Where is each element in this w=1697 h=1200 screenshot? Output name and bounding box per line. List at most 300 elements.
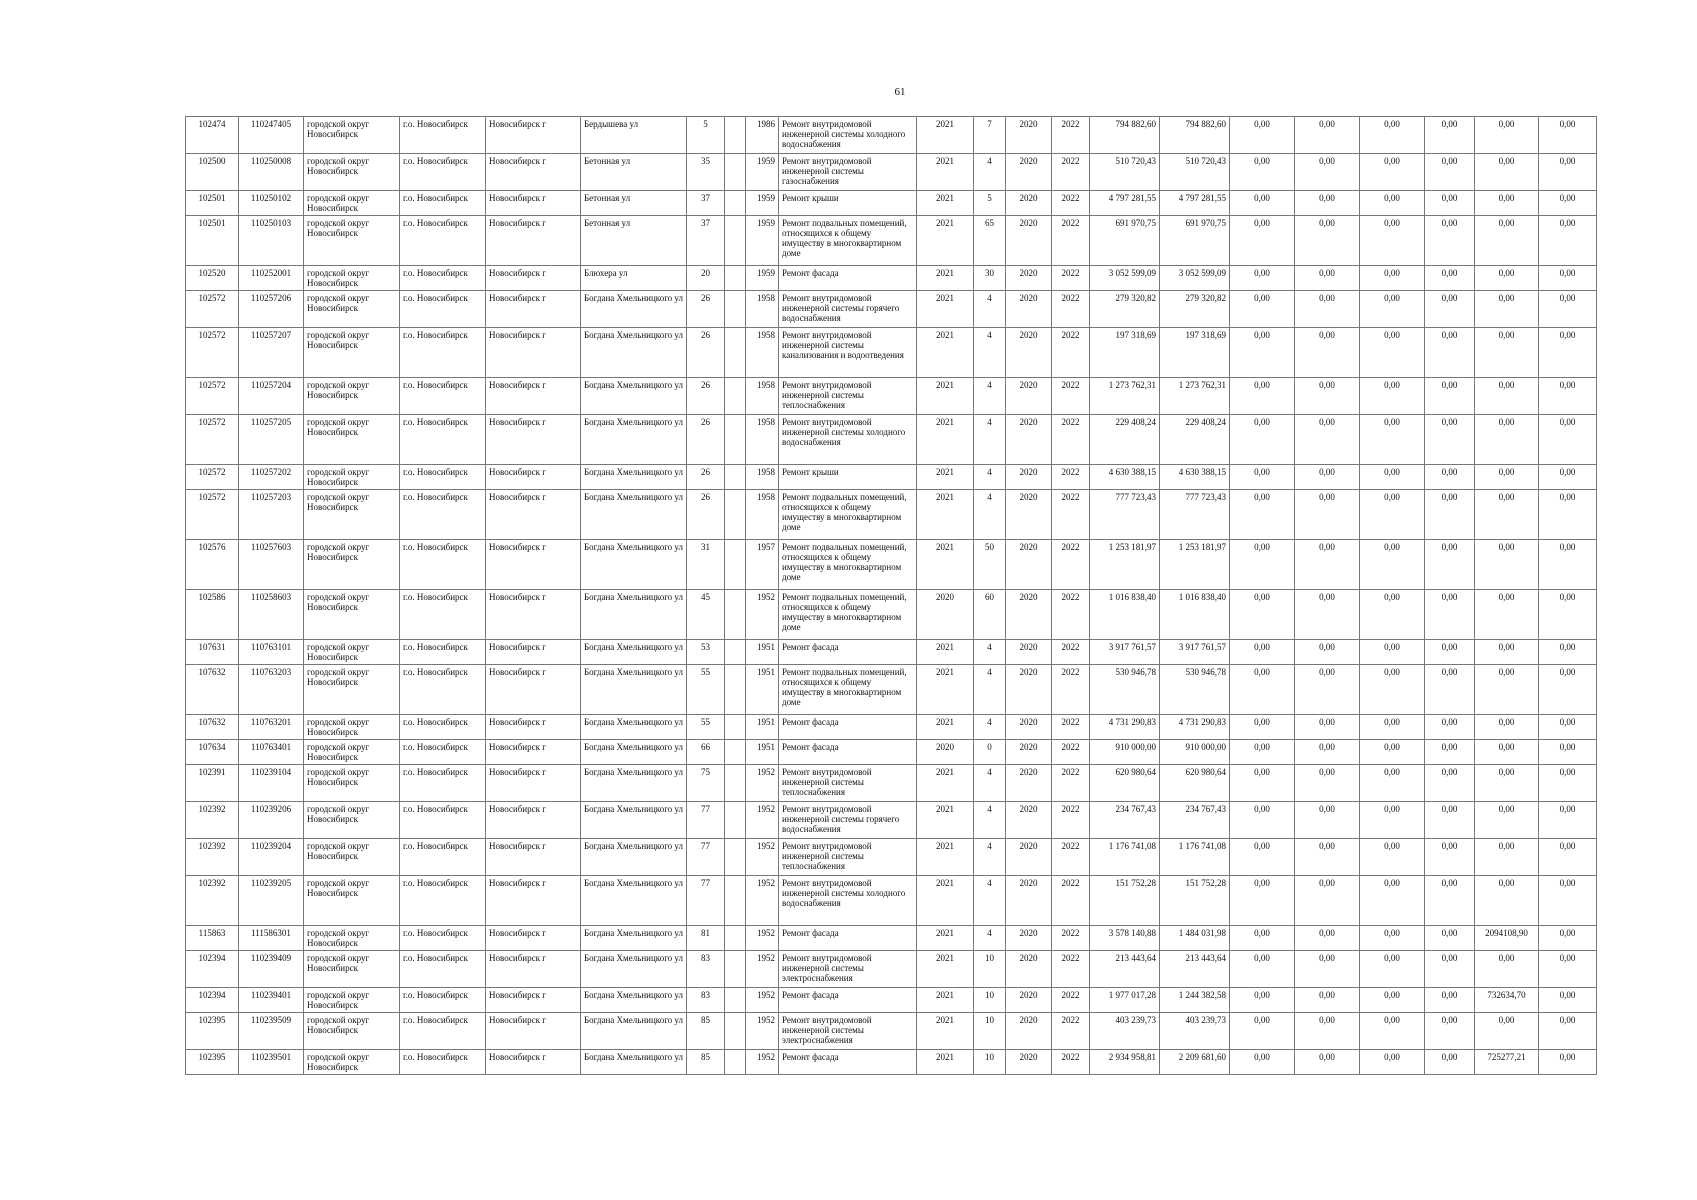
cell-plan-year: 2021 <box>917 378 974 415</box>
cell-owner-funds: 0,00 <box>1475 191 1539 216</box>
table-row <box>186 802 1597 839</box>
cell-work-id: 110252001 <box>239 266 304 291</box>
cell-building <box>725 665 746 715</box>
cell-local-budget: 0,00 <box>1360 876 1425 926</box>
cell-house-number: 66 <box>687 740 725 765</box>
cell-house-id: 102572 <box>186 490 239 540</box>
cell-fund-cost: 279 320,82 <box>1160 291 1230 328</box>
cell-settlement: Новосибирск г <box>486 839 581 876</box>
cell-local-budget: 0,00 <box>1360 839 1425 876</box>
cell-house-id: 102572 <box>186 378 239 415</box>
table-row <box>186 590 1597 640</box>
cell-municipality: городской округ Новосибирск <box>304 540 400 590</box>
cell-owner-funds: 0,00 <box>1475 117 1539 154</box>
cell-settlement: Новосибирск г <box>486 191 581 216</box>
cell-extra-funds: 0,00 <box>1539 715 1597 740</box>
cell-work-type: Ремонт фасада <box>779 715 917 740</box>
cell-federal-budget: 0,00 <box>1230 665 1295 715</box>
cell-regional-budget: 0,00 <box>1295 640 1360 665</box>
cell-street: Бетонная ул <box>581 191 687 216</box>
cell-municipal-district: г.о. Новосибирск <box>400 988 486 1013</box>
cell-period-start: 2020 <box>1006 951 1052 988</box>
cell-municipal-district: г.о. Новосибирск <box>400 926 486 951</box>
cell-regional-budget: 0,00 <box>1295 540 1360 590</box>
cell-period-end: 2022 <box>1052 951 1090 988</box>
cell-municipality: городской округ Новосибирск <box>304 378 400 415</box>
cell-fund-cost: 197 318,69 <box>1160 328 1230 378</box>
cell-local-budget: 0,00 <box>1360 951 1425 988</box>
cell-building <box>725 117 746 154</box>
cell-house-id: 102572 <box>186 465 239 490</box>
cell-other-funds: 0,00 <box>1425 540 1475 590</box>
cell-fund-cost: 4 630 388,15 <box>1160 465 1230 490</box>
cell-federal-budget: 0,00 <box>1230 640 1295 665</box>
cell-building <box>725 154 746 191</box>
cell-house-id: 102392 <box>186 876 239 926</box>
table-row <box>186 988 1597 1013</box>
cell-fund-cost: 229 408,24 <box>1160 415 1230 465</box>
cell-work-id: 110257206 <box>239 291 304 328</box>
table-row <box>186 1050 1597 1075</box>
cell-house-number: 77 <box>687 876 725 926</box>
cell-municipal-district: г.о. Новосибирск <box>400 740 486 765</box>
cell-regional-budget: 0,00 <box>1295 1050 1360 1075</box>
cell-work-id: 110250103 <box>239 216 304 266</box>
cell-municipal-district: г.о. Новосибирск <box>400 640 486 665</box>
cell-other-funds: 0,00 <box>1425 266 1475 291</box>
cell-work-type: Ремонт фасада <box>779 988 917 1013</box>
cell-work-type: Ремонт подвальных помещений, относящихся к общему имуществу в многоквартирном доме <box>779 540 917 590</box>
cell-work-id: 110763201 <box>239 715 304 740</box>
cell-total-cost: 794 882,60 <box>1090 117 1160 154</box>
cell-federal-budget: 0,00 <box>1230 266 1295 291</box>
cell-federal-budget: 0,00 <box>1230 328 1295 378</box>
cell-building <box>725 740 746 765</box>
cell-total-cost: 151 752,28 <box>1090 876 1160 926</box>
cell-build-year: 1986 <box>746 117 779 154</box>
cell-fund-cost: 794 882,60 <box>1160 117 1230 154</box>
cell-settlement: Новосибирск г <box>486 665 581 715</box>
cell-municipality: городской округ Новосибирск <box>304 765 400 802</box>
cell-owner-funds: 0,00 <box>1475 740 1539 765</box>
cell-work-type: Ремонт подвальных помещений, относящихся к общему имуществу в многоквартирном доме <box>779 490 917 540</box>
cell-municipality: городской округ Новосибирск <box>304 490 400 540</box>
cell-house-number: 83 <box>687 951 725 988</box>
cell-house-number: 37 <box>687 191 725 216</box>
cell-owner-funds: 0,00 <box>1475 415 1539 465</box>
cell-municipal-district: г.о. Новосибирск <box>400 490 486 540</box>
cell-other-funds: 0,00 <box>1425 988 1475 1013</box>
cell-wear-percent: 4 <box>974 839 1006 876</box>
cell-period-start: 2020 <box>1006 378 1052 415</box>
cell-federal-budget: 0,00 <box>1230 926 1295 951</box>
cell-other-funds: 0,00 <box>1425 715 1475 740</box>
cell-municipality: городской округ Новосибирск <box>304 988 400 1013</box>
cell-fund-cost: 4 797 281,55 <box>1160 191 1230 216</box>
cell-federal-budget: 0,00 <box>1230 216 1295 266</box>
cell-work-id: 110763401 <box>239 740 304 765</box>
cell-fund-cost: 213 443,64 <box>1160 951 1230 988</box>
cell-house-number: 55 <box>687 715 725 740</box>
cell-other-funds: 0,00 <box>1425 839 1475 876</box>
cell-work-id: 110239509 <box>239 1013 304 1050</box>
cell-plan-year: 2021 <box>917 839 974 876</box>
cell-other-funds: 0,00 <box>1425 802 1475 839</box>
cell-total-cost: 1 176 741,08 <box>1090 839 1160 876</box>
cell-local-budget: 0,00 <box>1360 765 1425 802</box>
cell-building <box>725 640 746 665</box>
cell-municipality: городской округ Новосибирск <box>304 876 400 926</box>
cell-regional-budget: 0,00 <box>1295 117 1360 154</box>
cell-federal-budget: 0,00 <box>1230 839 1295 876</box>
cell-house-id: 102394 <box>186 951 239 988</box>
cell-build-year: 1951 <box>746 665 779 715</box>
cell-wear-percent: 4 <box>974 154 1006 191</box>
cell-municipality: городской округ Новосибирск <box>304 415 400 465</box>
cell-total-cost: 234 767,43 <box>1090 802 1160 839</box>
cell-house-id: 107632 <box>186 715 239 740</box>
cell-period-start: 2020 <box>1006 328 1052 378</box>
cell-municipal-district: г.о. Новосибирск <box>400 951 486 988</box>
cell-building <box>725 266 746 291</box>
cell-street: Богдана Хмельницкого ул <box>581 665 687 715</box>
cell-street: Богдана Хмельницкого ул <box>581 1013 687 1050</box>
cell-local-budget: 0,00 <box>1360 216 1425 266</box>
cell-work-id: 110250008 <box>239 154 304 191</box>
cell-street: Блюхера ул <box>581 266 687 291</box>
cell-period-end: 2022 <box>1052 154 1090 191</box>
table-row <box>186 415 1597 465</box>
cell-house-number: 85 <box>687 1013 725 1050</box>
cell-municipal-district: г.о. Новосибирск <box>400 216 486 266</box>
cell-house-number: 5 <box>687 117 725 154</box>
cell-settlement: Новосибирск г <box>486 802 581 839</box>
cell-total-cost: 197 318,69 <box>1090 328 1160 378</box>
cell-house-number: 53 <box>687 640 725 665</box>
table-row <box>186 740 1597 765</box>
cell-settlement: Новосибирск г <box>486 876 581 926</box>
cell-street: Богдана Хмельницкого ул <box>581 876 687 926</box>
cell-fund-cost: 1 484 031,98 <box>1160 926 1230 951</box>
cell-house-id: 102520 <box>186 266 239 291</box>
cell-total-cost: 4 797 281,55 <box>1090 191 1160 216</box>
cell-wear-percent: 4 <box>974 328 1006 378</box>
cell-settlement: Новосибирск г <box>486 490 581 540</box>
cell-federal-budget: 0,00 <box>1230 465 1295 490</box>
cell-owner-funds: 732634,70 <box>1475 988 1539 1013</box>
cell-house-number: 55 <box>687 665 725 715</box>
cell-period-start: 2020 <box>1006 640 1052 665</box>
cell-federal-budget: 0,00 <box>1230 715 1295 740</box>
table-row <box>186 154 1597 191</box>
cell-local-budget: 0,00 <box>1360 378 1425 415</box>
cell-plan-year: 2020 <box>917 740 974 765</box>
cell-settlement: Новосибирск г <box>486 765 581 802</box>
cell-wear-percent: 60 <box>974 590 1006 640</box>
cell-regional-budget: 0,00 <box>1295 490 1360 540</box>
cell-owner-funds: 0,00 <box>1475 765 1539 802</box>
cell-other-funds: 0,00 <box>1425 951 1475 988</box>
cell-federal-budget: 0,00 <box>1230 1013 1295 1050</box>
cell-work-id: 110763203 <box>239 665 304 715</box>
cell-work-type: Ремонт внутридомовой инженерной системы горячего водоснабжения <box>779 802 917 839</box>
cell-plan-year: 2021 <box>917 876 974 926</box>
cell-settlement: Новосибирск г <box>486 1013 581 1050</box>
cell-plan-year: 2021 <box>917 191 974 216</box>
cell-municipality: городской округ Новосибирск <box>304 740 400 765</box>
cell-municipal-district: г.о. Новосибирск <box>400 154 486 191</box>
cell-extra-funds: 0,00 <box>1539 191 1597 216</box>
cell-work-type: Ремонт внутридомовой инженерной системы холодного водоснабжения <box>779 876 917 926</box>
cell-extra-funds: 0,00 <box>1539 740 1597 765</box>
cell-wear-percent: 4 <box>974 415 1006 465</box>
cell-federal-budget: 0,00 <box>1230 951 1295 988</box>
cell-owner-funds: 0,00 <box>1475 1013 1539 1050</box>
cell-street: Богдана Хмельницкого ул <box>581 1050 687 1075</box>
cell-work-id: 110257202 <box>239 465 304 490</box>
table-row <box>186 765 1597 802</box>
cell-plan-year: 2021 <box>917 465 974 490</box>
cell-building <box>725 191 746 216</box>
cell-municipality: городской округ Новосибирск <box>304 117 400 154</box>
cell-period-end: 2022 <box>1052 328 1090 378</box>
cell-total-cost: 910 000,00 <box>1090 740 1160 765</box>
cell-wear-percent: 10 <box>974 988 1006 1013</box>
cell-municipal-district: г.о. Новосибирск <box>400 1050 486 1075</box>
cell-work-type: Ремонт внутридомовой инженерной системы холодного водоснабжения <box>779 415 917 465</box>
cell-wear-percent: 4 <box>974 765 1006 802</box>
cell-regional-budget: 0,00 <box>1295 765 1360 802</box>
cell-other-funds: 0,00 <box>1425 191 1475 216</box>
cell-federal-budget: 0,00 <box>1230 154 1295 191</box>
cell-local-budget: 0,00 <box>1360 117 1425 154</box>
cell-building <box>725 490 746 540</box>
cell-building <box>725 765 746 802</box>
cell-local-budget: 0,00 <box>1360 154 1425 191</box>
cell-settlement: Новосибирск г <box>486 715 581 740</box>
cell-wear-percent: 65 <box>974 216 1006 266</box>
cell-regional-budget: 0,00 <box>1295 715 1360 740</box>
cell-municipality: городской округ Новосибирск <box>304 590 400 640</box>
cell-settlement: Новосибирск г <box>486 640 581 665</box>
cell-municipal-district: г.о. Новосибирск <box>400 117 486 154</box>
cell-work-type: Ремонт внутридомовой инженерной системы канализования и водоотведения <box>779 328 917 378</box>
cell-wear-percent: 4 <box>974 876 1006 926</box>
cell-building <box>725 465 746 490</box>
cell-wear-percent: 4 <box>974 490 1006 540</box>
cell-municipality: городской округ Новосибирск <box>304 1013 400 1050</box>
cell-other-funds: 0,00 <box>1425 665 1475 715</box>
cell-other-funds: 0,00 <box>1425 328 1475 378</box>
cell-extra-funds: 0,00 <box>1539 951 1597 988</box>
cell-house-id: 115863 <box>186 926 239 951</box>
cell-house-number: 81 <box>687 926 725 951</box>
cell-municipality: городской округ Новосибирск <box>304 191 400 216</box>
cell-other-funds: 0,00 <box>1425 117 1475 154</box>
cell-building <box>725 540 746 590</box>
cell-period-start: 2020 <box>1006 540 1052 590</box>
cell-extra-funds: 0,00 <box>1539 216 1597 266</box>
cell-fund-cost: 777 723,43 <box>1160 490 1230 540</box>
cell-extra-funds: 0,00 <box>1539 490 1597 540</box>
cell-wear-percent: 4 <box>974 665 1006 715</box>
cell-work-type: Ремонт внутридомовой инженерной системы теплоснабжения <box>779 378 917 415</box>
cell-build-year: 1952 <box>746 1050 779 1075</box>
cell-house-number: 35 <box>687 154 725 191</box>
cell-extra-funds: 0,00 <box>1539 926 1597 951</box>
cell-total-cost: 4 731 290,83 <box>1090 715 1160 740</box>
cell-local-budget: 0,00 <box>1360 266 1425 291</box>
cell-local-budget: 0,00 <box>1360 328 1425 378</box>
cell-work-type: Ремонт подвальных помещений, относящихся к общему имуществу в многоквартирном доме <box>779 216 917 266</box>
cell-house-number: 77 <box>687 802 725 839</box>
cell-building <box>725 1050 746 1075</box>
cell-house-id: 102392 <box>186 839 239 876</box>
cell-owner-funds: 2094108,90 <box>1475 926 1539 951</box>
cell-period-end: 2022 <box>1052 740 1090 765</box>
cell-house-number: 37 <box>687 216 725 266</box>
cell-owner-funds: 0,00 <box>1475 328 1539 378</box>
cell-extra-funds: 0,00 <box>1539 988 1597 1013</box>
cell-regional-budget: 0,00 <box>1295 216 1360 266</box>
cell-building <box>725 378 746 415</box>
cell-street: Богдана Хмельницкого ул <box>581 951 687 988</box>
cell-street: Богдана Хмельницкого ул <box>581 415 687 465</box>
cell-wear-percent: 4 <box>974 926 1006 951</box>
cell-plan-year: 2021 <box>917 540 974 590</box>
cell-fund-cost: 910 000,00 <box>1160 740 1230 765</box>
cell-house-number: 26 <box>687 415 725 465</box>
cell-extra-funds: 0,00 <box>1539 154 1597 191</box>
cell-regional-budget: 0,00 <box>1295 328 1360 378</box>
cell-plan-year: 2021 <box>917 665 974 715</box>
cell-house-id: 102474 <box>186 117 239 154</box>
cell-total-cost: 279 320,82 <box>1090 291 1160 328</box>
cell-building <box>725 839 746 876</box>
cell-owner-funds: 0,00 <box>1475 378 1539 415</box>
table-row <box>186 465 1597 490</box>
cell-build-year: 1952 <box>746 876 779 926</box>
cell-wear-percent: 4 <box>974 291 1006 328</box>
cell-local-budget: 0,00 <box>1360 590 1425 640</box>
cell-total-cost: 1 016 838,40 <box>1090 590 1160 640</box>
table-row <box>186 665 1597 715</box>
cell-local-budget: 0,00 <box>1360 640 1425 665</box>
cell-municipality: городской округ Новосибирск <box>304 926 400 951</box>
cell-plan-year: 2021 <box>917 266 974 291</box>
cell-fund-cost: 403 239,73 <box>1160 1013 1230 1050</box>
cell-house-id: 102572 <box>186 291 239 328</box>
cell-settlement: Новосибирск г <box>486 988 581 1013</box>
table-row <box>186 1013 1597 1050</box>
cell-local-budget: 0,00 <box>1360 802 1425 839</box>
cell-period-start: 2020 <box>1006 415 1052 465</box>
cell-house-number: 83 <box>687 988 725 1013</box>
cell-wear-percent: 5 <box>974 191 1006 216</box>
cell-extra-funds: 0,00 <box>1539 415 1597 465</box>
cell-total-cost: 2 934 958,81 <box>1090 1050 1160 1075</box>
cell-build-year: 1958 <box>746 415 779 465</box>
cell-regional-budget: 0,00 <box>1295 378 1360 415</box>
cell-street: Богдана Хмельницкого ул <box>581 765 687 802</box>
cell-house-number: 77 <box>687 839 725 876</box>
cell-owner-funds: 0,00 <box>1475 665 1539 715</box>
cell-period-end: 2022 <box>1052 191 1090 216</box>
cell-work-id: 110257603 <box>239 540 304 590</box>
cell-period-start: 2020 <box>1006 765 1052 802</box>
cell-street: Бетонная ул <box>581 154 687 191</box>
cell-work-id: 111586301 <box>239 926 304 951</box>
cell-period-end: 2022 <box>1052 839 1090 876</box>
cell-local-budget: 0,00 <box>1360 490 1425 540</box>
cell-plan-year: 2021 <box>917 926 974 951</box>
cell-fund-cost: 1 176 741,08 <box>1160 839 1230 876</box>
cell-street: Богдана Хмельницкого ул <box>581 590 687 640</box>
cell-house-id: 102500 <box>186 154 239 191</box>
cell-build-year: 1958 <box>746 328 779 378</box>
table-row <box>186 876 1597 926</box>
cell-municipality: городской округ Новосибирск <box>304 951 400 988</box>
cell-local-budget: 0,00 <box>1360 740 1425 765</box>
cell-municipality: городской округ Новосибирск <box>304 715 400 740</box>
cell-other-funds: 0,00 <box>1425 216 1475 266</box>
cell-municipal-district: г.о. Новосибирск <box>400 415 486 465</box>
cell-total-cost: 510 720,43 <box>1090 154 1160 191</box>
cell-house-id: 102394 <box>186 988 239 1013</box>
cell-total-cost: 620 980,64 <box>1090 765 1160 802</box>
cell-street: Богдана Хмельницкого ул <box>581 715 687 740</box>
cell-wear-percent: 0 <box>974 740 1006 765</box>
cell-other-funds: 0,00 <box>1425 876 1475 926</box>
cell-work-type: Ремонт внутридомовой инженерной системы теплоснабжения <box>779 765 917 802</box>
cell-period-start: 2020 <box>1006 715 1052 740</box>
cell-municipal-district: г.о. Новосибирск <box>400 1013 486 1050</box>
register-table-wrap <box>185 116 1597 1075</box>
cell-period-start: 2020 <box>1006 802 1052 839</box>
cell-work-type: Ремонт внутридомовой инженерной системы холодного водоснабжения <box>779 117 917 154</box>
cell-other-funds: 0,00 <box>1425 154 1475 191</box>
cell-work-type: Ремонт внутридомовой инженерной системы электроснабжения <box>779 951 917 988</box>
cell-building <box>725 216 746 266</box>
cell-plan-year: 2021 <box>917 291 974 328</box>
cell-period-start: 2020 <box>1006 490 1052 540</box>
cell-street: Богдана Хмельницкого ул <box>581 328 687 378</box>
cell-house-number: 26 <box>687 328 725 378</box>
cell-work-id: 110257203 <box>239 490 304 540</box>
cell-period-end: 2022 <box>1052 802 1090 839</box>
cell-period-start: 2020 <box>1006 117 1052 154</box>
cell-period-end: 2022 <box>1052 765 1090 802</box>
cell-building <box>725 415 746 465</box>
cell-work-type: Ремонт крыши <box>779 465 917 490</box>
cell-federal-budget: 0,00 <box>1230 876 1295 926</box>
cell-house-number: 26 <box>687 291 725 328</box>
cell-municipal-district: г.о. Новосибирск <box>400 665 486 715</box>
cell-municipal-district: г.о. Новосибирск <box>400 802 486 839</box>
cell-extra-funds: 0,00 <box>1539 802 1597 839</box>
cell-owner-funds: 0,00 <box>1475 216 1539 266</box>
cell-period-start: 2020 <box>1006 988 1052 1013</box>
cell-federal-budget: 0,00 <box>1230 988 1295 1013</box>
cell-extra-funds: 0,00 <box>1539 876 1597 926</box>
cell-period-start: 2020 <box>1006 876 1052 926</box>
cell-street: Богдана Хмельницкого ул <box>581 988 687 1013</box>
cell-wear-percent: 50 <box>974 540 1006 590</box>
cell-total-cost: 403 239,73 <box>1090 1013 1160 1050</box>
cell-plan-year: 2021 <box>917 1013 974 1050</box>
cell-fund-cost: 4 731 290,83 <box>1160 715 1230 740</box>
cell-municipal-district: г.о. Новосибирск <box>400 291 486 328</box>
